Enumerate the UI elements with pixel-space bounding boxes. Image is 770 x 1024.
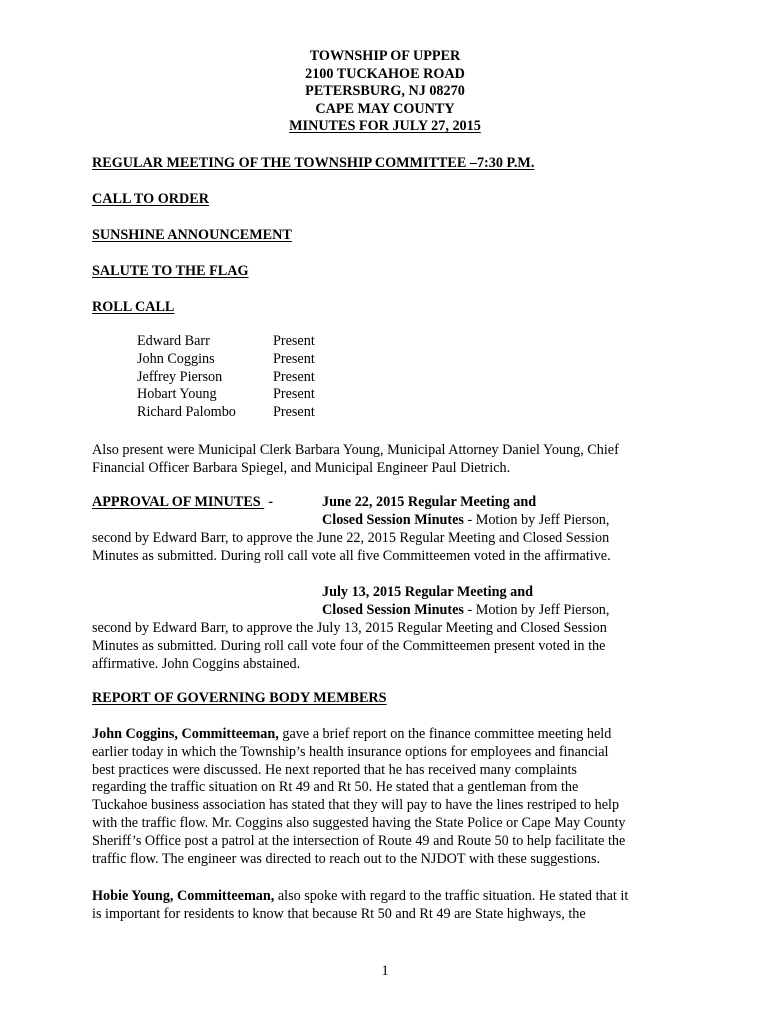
coggins-name: John Coggins, Committeeman, xyxy=(92,726,279,742)
coggins-report-paragraph xyxy=(92,726,674,868)
paragraph-line: affirmative. John Coggins abstained. xyxy=(92,655,301,672)
july-minutes-subtitle xyxy=(322,602,682,620)
july-closed-session-label: Closed Session Minutes xyxy=(322,602,464,618)
member-status: Present xyxy=(273,350,315,367)
july-minutes-title-row xyxy=(322,584,682,602)
roll-call-list xyxy=(137,333,315,422)
call-to-order-heading: CALL TO ORDER xyxy=(92,191,209,207)
young-report-paragraph xyxy=(92,888,674,924)
member-status: Present xyxy=(273,404,315,421)
roll-call-row xyxy=(137,404,315,422)
july-minutes-title: July 13, 2015 Regular Meeting and xyxy=(322,584,533,600)
paragraph-line: Also present were Municipal Clerk Barbara Young, Municipal Attorney Daniel Young, Chief xyxy=(92,442,619,458)
member-name: Edward Barr xyxy=(137,333,210,349)
paragraph-line: Sheriff’s Office post a patrol at the intersection of Route 49 and Route 50 to help facilitate the xyxy=(92,832,626,849)
township-city: PETERSBURG, NJ 08270 xyxy=(305,83,465,100)
paragraph-line: best practices were discussed. He next reported that he has received many complaints xyxy=(92,761,577,778)
township-address: 2100 TUCKAHOE ROAD xyxy=(305,65,465,82)
member-status: Present xyxy=(273,368,315,385)
roll-call-heading: ROLL CALL xyxy=(92,299,175,315)
member-name: John Coggins xyxy=(137,350,215,367)
young-name: Hobie Young, Committeeman, xyxy=(92,888,275,904)
sunshine-announcement-heading: SUNSHINE ANNOUNCEMENT xyxy=(92,227,292,243)
approval-minutes-heading-row xyxy=(92,494,674,512)
paragraph-line: traffic flow. The engineer was directed to reach out to the NJDOT with these suggestions. xyxy=(92,850,601,867)
member-name: Richard Palombo xyxy=(137,404,236,421)
township-name: TOWNSHIP OF UPPER xyxy=(309,48,461,64)
paragraph-line: Tuckahoe business association has stated that they will pay to have the lines restriped to help xyxy=(92,797,620,814)
member-status: Present xyxy=(273,333,315,349)
paragraph-line: Minutes as submitted. During roll call vote four of the Committeemen present voted in the xyxy=(92,637,606,654)
approval-minutes-heading: APPROVAL OF MINUTES xyxy=(92,494,265,510)
salute-flag-heading: SALUTE TO THE FLAG xyxy=(92,263,249,279)
paragraph-line: with the traffic flow. Mr. Coggins also suggested having the State Police or Cape May County xyxy=(92,814,626,831)
paragraph-line xyxy=(92,726,674,744)
june-minutes-subtitle xyxy=(322,512,682,530)
roll-call-row xyxy=(137,351,315,369)
paragraph-line: Minutes as submitted. During roll call vote all five Committeemen voted in the affirmative. xyxy=(92,547,611,564)
member-status: Present xyxy=(273,386,315,403)
paragraph-line: Financial Officer Barbara Spiegel, and Municipal Engineer Paul Dietrich. xyxy=(92,459,511,476)
member-name: Hobart Young xyxy=(137,386,217,403)
page-number: 1 xyxy=(381,963,389,979)
july-minutes-paragraph xyxy=(92,620,674,673)
paragraph-line: is important for residents to know that because Rt 50 and Rt 49 are State highways, the xyxy=(92,905,586,922)
roll-call-row xyxy=(137,369,315,387)
also-present-paragraph xyxy=(92,442,674,478)
minutes-date-title: MINUTES FOR JULY 27, 2015 xyxy=(289,118,481,135)
paragraph-line: second by Edward Barr, to approve the June 22, 2015 Regular Meeting and Closed Session xyxy=(92,530,610,546)
june-minutes-paragraph xyxy=(92,530,674,566)
member-name: Jeffrey Pierson xyxy=(137,368,223,385)
regular-meeting-heading: REGULAR MEETING OF THE TOWNSHIP COMMITTEE –7:30 P.M. xyxy=(92,155,535,171)
june-closed-session-label: Closed Session Minutes xyxy=(322,512,464,528)
paragraph-line: regarding the traffic situation on Rt 49 and Rt 50. He stated that a gentleman from the xyxy=(92,779,579,796)
approval-minutes-dash: - xyxy=(268,494,273,510)
report-governing-body-heading: REPORT OF GOVERNING BODY MEMBERS xyxy=(92,690,387,706)
roll-call-row xyxy=(137,386,315,404)
paragraph-line: second by Edward Barr, to approve the July 13, 2015 Regular Meeting and Closed Session xyxy=(92,620,607,636)
july-motion-text: - Motion by Jeff Pierson, xyxy=(463,602,610,618)
young-line-text: also spoke with regard to the traffic situation. He stated that it xyxy=(274,888,629,904)
paragraph-line xyxy=(92,888,674,906)
roll-call-row xyxy=(137,333,315,351)
paragraph-line: earlier today in which the Township’s health insurance options for employees and financial xyxy=(92,743,609,760)
document-header xyxy=(0,48,770,136)
county-name: CAPE MAY COUNTY xyxy=(315,100,455,117)
june-minutes-title: June 22, 2015 Regular Meeting and xyxy=(322,494,537,510)
june-motion-text: - Motion by Jeff Pierson, xyxy=(463,512,610,528)
coggins-line-text: gave a brief report on the finance committee meeting held xyxy=(278,726,612,742)
